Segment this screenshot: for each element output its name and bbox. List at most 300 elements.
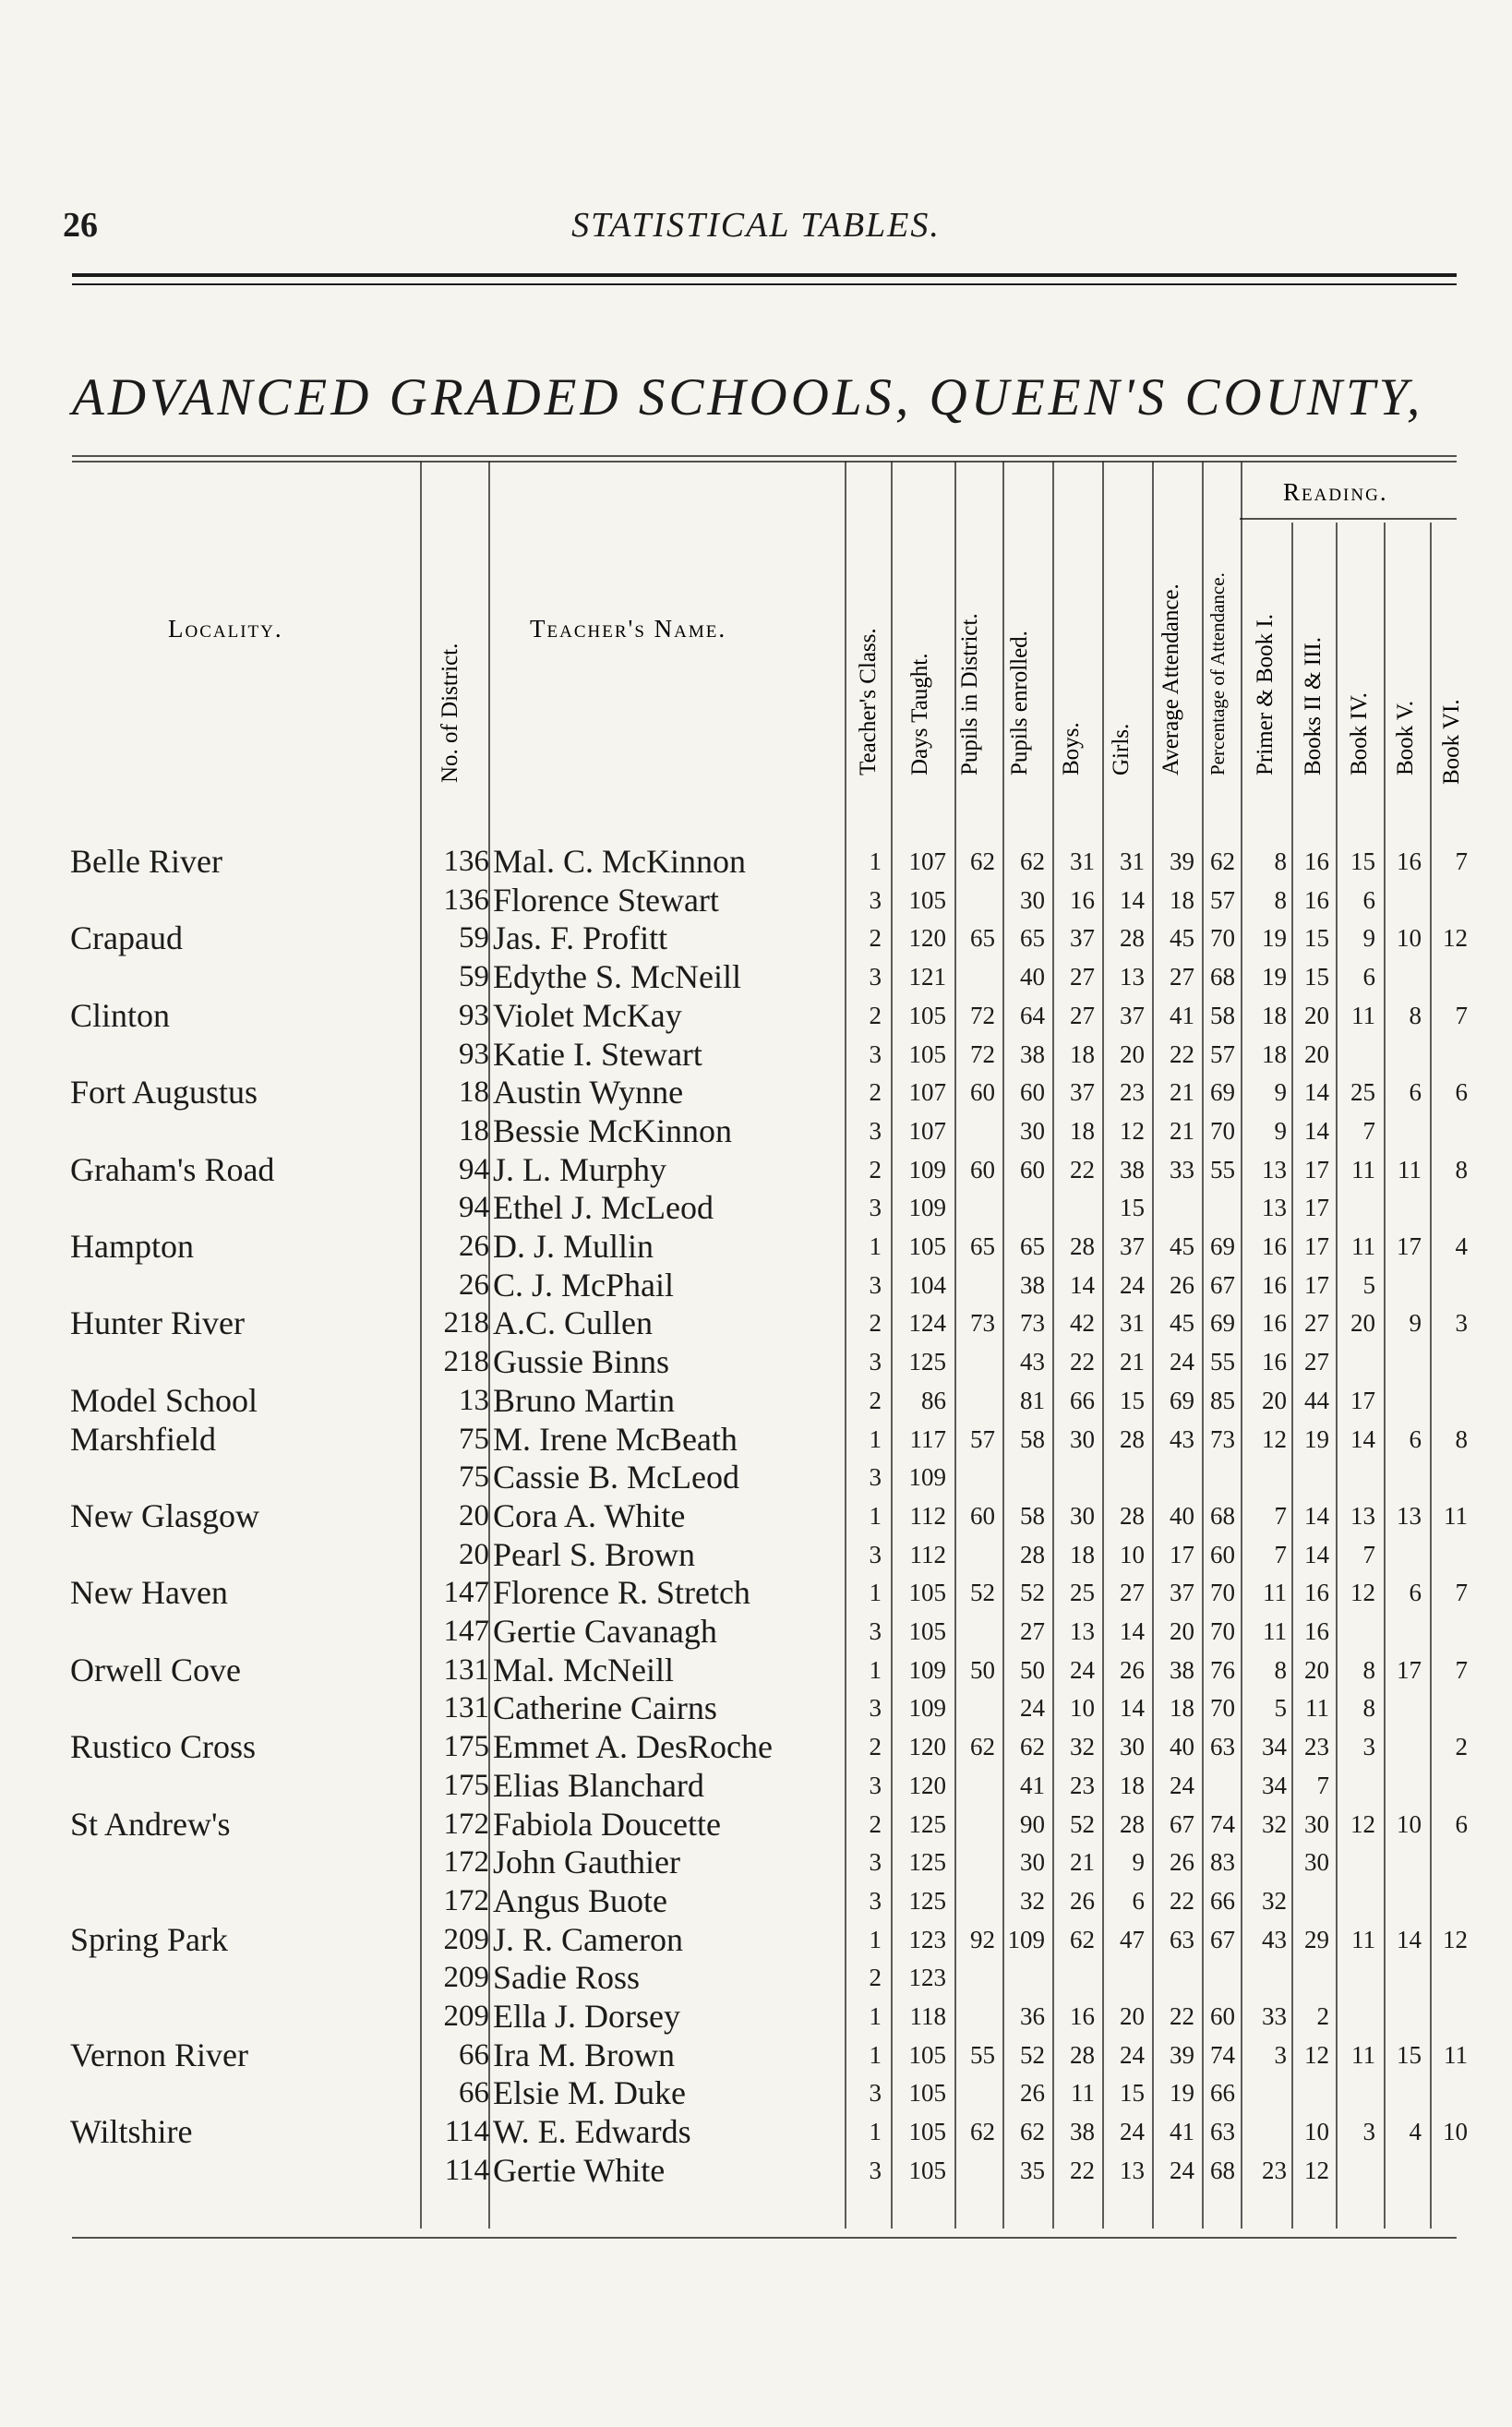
cell-b6: 8 bbox=[1455, 1155, 1468, 1183]
district-cell: 209 bbox=[443, 1961, 489, 1995]
cell-b5: 13 bbox=[1397, 1501, 1422, 1530]
cell-enr: 27 bbox=[1020, 1617, 1045, 1645]
teacher-name-cell: Catherine Cairns bbox=[493, 1689, 717, 1727]
cell-avg: 24 bbox=[1170, 2156, 1194, 2184]
cell-days: 107 bbox=[908, 847, 946, 875]
district-cell: 94 bbox=[459, 1152, 489, 1186]
cell-boys: 22 bbox=[1070, 2156, 1095, 2184]
cell-girls: 12 bbox=[1120, 1116, 1145, 1145]
district-cell: 209 bbox=[443, 2000, 489, 2033]
cell-cls: 1 bbox=[869, 847, 882, 875]
cell-boys: 66 bbox=[1070, 1386, 1095, 1414]
header-primer-book1: Primer & Book I. bbox=[1253, 614, 1278, 775]
cell-avg: 37 bbox=[1170, 1579, 1194, 1607]
cell-pct: 57 bbox=[1210, 885, 1235, 914]
cell-b1: 19 bbox=[1262, 963, 1287, 991]
cell-b5: 10 bbox=[1397, 1809, 1422, 1838]
cell-b5: 14 bbox=[1397, 1925, 1422, 1953]
cell-b1: 16 bbox=[1262, 1232, 1287, 1260]
cell-enr: 35 bbox=[1020, 2156, 1045, 2184]
district-cell: 26 bbox=[459, 1230, 489, 1263]
teacher-name-cell: Angus Buote bbox=[493, 1881, 667, 1919]
cell-boys: 13 bbox=[1070, 1617, 1095, 1645]
header-book-4: Book IV. bbox=[1347, 692, 1372, 775]
district-cell: 93 bbox=[459, 998, 489, 1032]
cell-b6: 6 bbox=[1455, 1809, 1468, 1838]
cell-b1: 9 bbox=[1274, 1078, 1287, 1107]
cell-b6: 7 bbox=[1455, 847, 1468, 875]
cell-enr: 30 bbox=[1020, 885, 1045, 914]
cell-b6: 11 bbox=[1444, 2040, 1468, 2069]
cell-b1: 12 bbox=[1262, 1424, 1287, 1453]
cell-b6: 2 bbox=[1455, 1733, 1468, 1761]
table-row bbox=[0, 1958, 1512, 1997]
cell-b23: 16 bbox=[1304, 1579, 1329, 1607]
locality-cell: Spring Park bbox=[70, 1920, 228, 1958]
cell-cls: 2 bbox=[869, 924, 882, 953]
cell-days: 109 bbox=[908, 1694, 946, 1723]
district-cell: 114 bbox=[444, 2115, 489, 2149]
cell-b5: 17 bbox=[1397, 1232, 1422, 1260]
cell-avg: 18 bbox=[1170, 1694, 1194, 1723]
teacher-name-cell: Edythe S. McNeill bbox=[493, 958, 741, 996]
cell-b1: 11 bbox=[1263, 1579, 1287, 1607]
cell-b4: 11 bbox=[1351, 1925, 1375, 1953]
cell-avg: 38 bbox=[1170, 1655, 1194, 1684]
cell-cls: 3 bbox=[869, 1348, 882, 1376]
cell-avg: 33 bbox=[1170, 1155, 1194, 1183]
cell-b1: 9 bbox=[1274, 1116, 1287, 1145]
district-cell: 218 bbox=[443, 1345, 489, 1379]
cell-boys: 25 bbox=[1070, 1579, 1095, 1607]
district-cell: 18 bbox=[459, 1075, 489, 1110]
cell-enr: 81 bbox=[1020, 1386, 1045, 1414]
teacher-name-cell: J. R. Cameron bbox=[493, 1920, 683, 1958]
cell-pct: 73 bbox=[1210, 1424, 1235, 1453]
cell-pct: 60 bbox=[1210, 2002, 1235, 2030]
table-row bbox=[0, 1496, 1512, 1535]
cell-boys: 38 bbox=[1070, 2118, 1095, 2146]
teacher-name-cell: Emmet A. DesRoche bbox=[493, 1728, 773, 1766]
cell-boys: 52 bbox=[1070, 1809, 1095, 1838]
teacher-name-cell: Florence R. Stretch bbox=[493, 1574, 750, 1612]
cell-days: 86 bbox=[921, 1386, 946, 1414]
cell-boys: 18 bbox=[1070, 1116, 1095, 1145]
district-cell: 175 bbox=[443, 1730, 489, 1764]
header-book-6: Book VI. bbox=[1439, 699, 1464, 785]
cell-b4: 12 bbox=[1350, 1579, 1375, 1607]
cell-b4: 3 bbox=[1362, 1733, 1375, 1761]
cell-avg: 26 bbox=[1170, 1270, 1194, 1299]
cell-b6: 6 bbox=[1455, 1078, 1468, 1107]
teacher-name-cell: M. Irene McBeath bbox=[493, 1420, 738, 1458]
cell-boys: 23 bbox=[1070, 1771, 1095, 1799]
teacher-name-cell: Bruno Martin bbox=[493, 1381, 675, 1419]
cell-cls: 1 bbox=[869, 2002, 882, 2030]
cell-days: 120 bbox=[908, 1733, 946, 1761]
cell-b23: 15 bbox=[1304, 963, 1329, 991]
cell-b5: 9 bbox=[1409, 1309, 1422, 1338]
cell-enr: 60 bbox=[1020, 1078, 1045, 1107]
cell-pid: 60 bbox=[970, 1078, 995, 1107]
cell-b23: 19 bbox=[1304, 1424, 1329, 1453]
cell-b1: 8 bbox=[1274, 885, 1287, 914]
cell-cls: 3 bbox=[869, 1886, 882, 1915]
cell-b4: 11 bbox=[1351, 1155, 1375, 1183]
header-average-attendance: Average Attendance. bbox=[1158, 583, 1183, 775]
cell-pct: 70 bbox=[1210, 1694, 1235, 1723]
cell-b23: 11 bbox=[1305, 1694, 1329, 1723]
cell-b23: 15 bbox=[1304, 924, 1329, 953]
cell-cls: 3 bbox=[869, 1194, 882, 1222]
cell-avg: 69 bbox=[1170, 1386, 1194, 1414]
table-row bbox=[0, 1342, 1512, 1381]
table-row bbox=[0, 1073, 1512, 1111]
cell-boys: 28 bbox=[1070, 1232, 1095, 1260]
cell-enr: 65 bbox=[1020, 1232, 1045, 1260]
cell-avg: 22 bbox=[1170, 2002, 1194, 2030]
cell-pct: 67 bbox=[1210, 1270, 1235, 1299]
cell-b1: 20 bbox=[1262, 1386, 1287, 1414]
cell-b4: 3 bbox=[1362, 2118, 1375, 2146]
cell-days: 109 bbox=[908, 1155, 946, 1183]
teacher-name-cell: Cassie B. McLeod bbox=[493, 1459, 739, 1496]
table-row bbox=[0, 1612, 1512, 1651]
header-pupils-enrolled: Pupils enrolled. bbox=[1007, 631, 1032, 775]
cell-pct: 55 bbox=[1210, 1348, 1235, 1376]
cell-b6: 12 bbox=[1443, 1925, 1468, 1953]
cell-b1: 32 bbox=[1262, 1886, 1287, 1915]
header-percentage-attendance: Percentage of Attendance. bbox=[1206, 572, 1229, 775]
cell-b1: 13 bbox=[1262, 1155, 1287, 1183]
table-row bbox=[0, 1150, 1512, 1189]
cell-girls: 26 bbox=[1120, 1655, 1145, 1684]
locality-cell: Graham's Road bbox=[70, 1150, 275, 1188]
cell-b1: 34 bbox=[1262, 1771, 1287, 1799]
district-cell: 93 bbox=[459, 1037, 489, 1071]
district-cell: 59 bbox=[459, 921, 489, 955]
cell-girls: 6 bbox=[1132, 1886, 1145, 1915]
cell-avg: 22 bbox=[1170, 1039, 1194, 1068]
locality-cell: New Haven bbox=[70, 1574, 228, 1612]
cell-b23: 20 bbox=[1304, 1001, 1329, 1029]
table-row bbox=[0, 1688, 1512, 1727]
cell-b5: 6 bbox=[1409, 1579, 1422, 1607]
cell-pct: 70 bbox=[1210, 1617, 1235, 1645]
cell-enr: 40 bbox=[1020, 963, 1045, 991]
cell-enr: 58 bbox=[1020, 1424, 1045, 1453]
cell-avg: 27 bbox=[1170, 963, 1194, 991]
cell-b4: 12 bbox=[1350, 1809, 1375, 1838]
cell-boys: 22 bbox=[1070, 1348, 1095, 1376]
cell-cls: 2 bbox=[869, 1386, 882, 1414]
cell-pct: 62 bbox=[1210, 847, 1235, 875]
teacher-name-cell: Fabiola Doucette bbox=[493, 1805, 721, 1843]
cell-enr: 38 bbox=[1020, 1039, 1045, 1068]
cell-pid: 55 bbox=[970, 2040, 995, 2069]
cell-boys: 30 bbox=[1070, 1501, 1095, 1530]
cell-cls: 3 bbox=[869, 885, 882, 914]
cell-b1: 11 bbox=[1263, 1617, 1287, 1645]
cell-cls: 3 bbox=[869, 2079, 882, 2108]
header-days-taught: Days Taught. bbox=[907, 653, 932, 775]
cell-girls: 31 bbox=[1120, 847, 1145, 875]
header-teachers-class: Teacher's Class. bbox=[856, 628, 881, 775]
teacher-name-cell: Gertie Cavanagh bbox=[493, 1613, 717, 1650]
cell-avg: 40 bbox=[1170, 1501, 1194, 1530]
table-row bbox=[0, 1227, 1512, 1266]
cell-pid: 65 bbox=[970, 1232, 995, 1260]
table-row bbox=[0, 1651, 1512, 1689]
teacher-name-cell: Ira M. Brown bbox=[493, 2036, 675, 2073]
cell-pct: 58 bbox=[1210, 1001, 1235, 1029]
cell-b1: 16 bbox=[1262, 1348, 1287, 1376]
cell-girls: 20 bbox=[1120, 2002, 1145, 2030]
table-row bbox=[0, 1035, 1512, 1074]
cell-pid: 92 bbox=[970, 1925, 995, 1953]
cell-cls: 3 bbox=[869, 1617, 882, 1645]
cell-enr: 50 bbox=[1020, 1655, 1045, 1684]
cell-cls: 1 bbox=[869, 1232, 882, 1260]
cell-days: 109 bbox=[908, 1655, 946, 1684]
cell-pct: 74 bbox=[1210, 2040, 1235, 2069]
cell-girls: 24 bbox=[1120, 2040, 1145, 2069]
cell-pct: 68 bbox=[1210, 2156, 1235, 2184]
cell-avg: 22 bbox=[1170, 1886, 1194, 1915]
cell-cls: 2 bbox=[869, 1155, 882, 1183]
cell-b1: 16 bbox=[1262, 1309, 1287, 1338]
cell-b5: 15 bbox=[1397, 2040, 1422, 2069]
cell-enr: 62 bbox=[1020, 847, 1045, 875]
table-row bbox=[0, 2151, 1512, 2190]
cell-b4: 6 bbox=[1362, 963, 1375, 991]
cell-pid: 73 bbox=[970, 1309, 995, 1338]
cell-boys: 24 bbox=[1070, 1655, 1095, 1684]
cell-b23: 30 bbox=[1304, 1848, 1329, 1877]
locality-cell: Vernon River bbox=[70, 2036, 248, 2073]
locality-cell: Wiltshire bbox=[70, 2113, 193, 2151]
cell-pct: 83 bbox=[1210, 1848, 1235, 1877]
cell-b4: 5 bbox=[1362, 1270, 1375, 1299]
cell-boys: 42 bbox=[1070, 1309, 1095, 1338]
cell-b5: 4 bbox=[1409, 2118, 1422, 2146]
table-row bbox=[0, 1920, 1512, 1959]
cell-boys: 26 bbox=[1070, 1886, 1095, 1915]
cell-girls: 27 bbox=[1120, 1579, 1145, 1607]
cell-b4: 8 bbox=[1362, 1694, 1375, 1723]
cell-avg: 45 bbox=[1170, 1232, 1194, 1260]
cell-days: 105 bbox=[908, 885, 946, 914]
cell-days: 121 bbox=[908, 963, 946, 991]
cell-boys: 10 bbox=[1070, 1694, 1095, 1723]
table-row bbox=[0, 2073, 1512, 2112]
cell-girls: 28 bbox=[1120, 1809, 1145, 1838]
cell-days: 104 bbox=[908, 1270, 946, 1299]
table-row bbox=[0, 1535, 1512, 1574]
cell-days: 118 bbox=[909, 2002, 946, 2030]
locality-cell: New Glasgow bbox=[70, 1496, 259, 1534]
cell-b1: 8 bbox=[1274, 847, 1287, 875]
cell-cls: 3 bbox=[869, 1771, 882, 1799]
cell-b4: 13 bbox=[1350, 1501, 1375, 1530]
cell-boys: 18 bbox=[1070, 1540, 1095, 1568]
district-cell: 147 bbox=[443, 1576, 489, 1610]
cell-pct: 63 bbox=[1210, 1733, 1235, 1761]
locality-cell: Belle River bbox=[70, 843, 222, 880]
cell-pid: 62 bbox=[970, 847, 995, 875]
cell-avg: 24 bbox=[1170, 1771, 1194, 1799]
cell-pid: 65 bbox=[970, 924, 995, 953]
cell-days: 105 bbox=[908, 1579, 946, 1607]
cell-pct: 60 bbox=[1210, 1540, 1235, 1568]
cell-b1: 18 bbox=[1262, 1039, 1287, 1068]
cell-b23: 14 bbox=[1304, 1501, 1329, 1530]
cell-b6: 7 bbox=[1455, 1655, 1468, 1684]
cell-enr: 73 bbox=[1020, 1309, 1045, 1338]
cell-b23: 12 bbox=[1304, 2156, 1329, 2184]
cell-enr: 62 bbox=[1020, 2118, 1045, 2146]
table-row bbox=[0, 1843, 1512, 1881]
header-district: No. of District. bbox=[438, 643, 462, 783]
cell-girls: 28 bbox=[1120, 924, 1145, 953]
district-cell: 20 bbox=[459, 1498, 489, 1532]
cell-avg: 67 bbox=[1170, 1809, 1194, 1838]
cell-cls: 3 bbox=[869, 1848, 882, 1877]
cell-boys: 27 bbox=[1070, 1001, 1095, 1029]
cell-pid: 60 bbox=[970, 1155, 995, 1183]
table-row bbox=[0, 957, 1512, 996]
cell-avg: 39 bbox=[1170, 847, 1194, 875]
cell-pct: 69 bbox=[1210, 1232, 1235, 1260]
teacher-name-cell: Sadie Ross bbox=[493, 1959, 641, 1997]
cell-b1: 13 bbox=[1262, 1194, 1287, 1222]
cell-boys: 16 bbox=[1070, 2002, 1095, 2030]
cell-b4: 11 bbox=[1351, 2040, 1375, 2069]
cell-girls: 28 bbox=[1120, 1501, 1145, 1530]
cell-b1: 19 bbox=[1262, 924, 1287, 953]
cell-b1: 7 bbox=[1274, 1540, 1287, 1568]
table-row bbox=[0, 1266, 1512, 1304]
teacher-name-cell: Florence Stewart bbox=[493, 881, 719, 919]
district-cell: 136 bbox=[443, 845, 489, 878]
district-cell: 18 bbox=[459, 1113, 489, 1147]
cell-girls: 21 bbox=[1120, 1348, 1145, 1376]
teacher-name-cell: Cora A. White bbox=[493, 1496, 686, 1534]
header-book-5: Book V. bbox=[1393, 700, 1418, 775]
running-head: STATISTICAL TABLES. bbox=[571, 206, 941, 245]
cell-girls: 14 bbox=[1120, 1617, 1145, 1645]
locality-cell: Marshfield bbox=[70, 1420, 216, 1458]
cell-b4: 8 bbox=[1362, 1655, 1375, 1684]
cell-b1: 33 bbox=[1262, 2002, 1287, 2030]
cell-enr: 30 bbox=[1020, 1116, 1045, 1145]
cell-girls: 15 bbox=[1120, 2079, 1145, 2108]
cell-b1: 32 bbox=[1262, 1809, 1287, 1838]
top-rule-thin bbox=[72, 283, 1457, 285]
table-row bbox=[0, 1805, 1512, 1844]
district-cell: 26 bbox=[459, 1268, 489, 1302]
cell-days: 107 bbox=[908, 1116, 946, 1145]
cell-enr: 58 bbox=[1020, 1501, 1045, 1530]
cell-pct: 63 bbox=[1210, 2118, 1235, 2146]
table-row bbox=[0, 1458, 1512, 1496]
cell-days: 125 bbox=[908, 1848, 946, 1877]
cell-cls: 2 bbox=[869, 1964, 882, 1992]
cell-boys: 11 bbox=[1071, 2079, 1095, 2108]
teacher-name-cell: J. L. Murphy bbox=[493, 1150, 666, 1188]
cell-cls: 1 bbox=[869, 1579, 882, 1607]
cell-b23: 20 bbox=[1304, 1039, 1329, 1068]
table-row bbox=[0, 842, 1512, 881]
cell-boys: 32 bbox=[1070, 1733, 1095, 1761]
cell-days: 105 bbox=[908, 2156, 946, 2184]
district-cell: 114 bbox=[444, 2153, 489, 2187]
cell-boys: 27 bbox=[1070, 963, 1095, 991]
cell-days: 112 bbox=[909, 1501, 946, 1530]
cell-boys: 37 bbox=[1070, 1078, 1095, 1107]
cell-enr: 30 bbox=[1020, 1848, 1045, 1877]
district-cell: 20 bbox=[459, 1537, 489, 1571]
teacher-name-cell: A.C. Cullen bbox=[493, 1304, 654, 1342]
cell-days: 120 bbox=[908, 1771, 946, 1799]
cell-enr: 24 bbox=[1020, 1694, 1045, 1723]
district-cell: 66 bbox=[459, 2037, 489, 2072]
cell-girls: 14 bbox=[1120, 885, 1145, 914]
cell-girls: 15 bbox=[1120, 1194, 1145, 1222]
district-cell: 218 bbox=[443, 1306, 489, 1340]
cell-enr: 26 bbox=[1020, 2079, 1045, 2108]
district-cell: 131 bbox=[443, 1691, 489, 1725]
cell-girls: 10 bbox=[1120, 1540, 1145, 1568]
cell-enr: 64 bbox=[1020, 1001, 1045, 1029]
cell-avg: 21 bbox=[1170, 1116, 1194, 1145]
cell-b23: 2 bbox=[1316, 2002, 1329, 2030]
district-cell: 172 bbox=[443, 1845, 489, 1880]
cell-b23: 30 bbox=[1304, 1809, 1329, 1838]
cell-days: 109 bbox=[908, 1194, 946, 1222]
table-row bbox=[0, 1766, 1512, 1805]
teacher-name-cell: Ella J. Dorsey bbox=[493, 1998, 680, 2035]
table-row bbox=[0, 1727, 1512, 1766]
district-cell: 13 bbox=[459, 1383, 489, 1417]
cell-pid: 57 bbox=[970, 1424, 995, 1453]
cell-pid: 52 bbox=[970, 1579, 995, 1607]
table-row bbox=[0, 2036, 1512, 2074]
cell-b5: 16 bbox=[1397, 847, 1422, 875]
cell-avg: 19 bbox=[1170, 2079, 1194, 2108]
cell-avg: 24 bbox=[1170, 1348, 1194, 1376]
cell-days: 117 bbox=[909, 1424, 946, 1453]
teacher-name-cell: Gertie White bbox=[493, 2151, 666, 2189]
cell-days: 105 bbox=[908, 2040, 946, 2069]
cell-b6: 11 bbox=[1444, 1501, 1468, 1530]
cell-boys: 22 bbox=[1070, 1155, 1095, 1183]
cell-b1: 3 bbox=[1274, 2040, 1287, 2069]
cell-b23: 27 bbox=[1304, 1348, 1329, 1376]
cell-girls: 28 bbox=[1120, 1424, 1145, 1453]
teacher-name-cell: Katie I. Stewart bbox=[493, 1035, 702, 1073]
cell-boys: 14 bbox=[1070, 1270, 1095, 1299]
cell-b23: 23 bbox=[1304, 1733, 1329, 1761]
cell-cls: 1 bbox=[869, 1501, 882, 1530]
cell-b23: 16 bbox=[1304, 1617, 1329, 1645]
cell-pct: 70 bbox=[1210, 924, 1235, 953]
cell-days: 105 bbox=[908, 2118, 946, 2146]
cell-cls: 3 bbox=[869, 1116, 882, 1145]
cell-boys: 37 bbox=[1070, 924, 1095, 953]
cell-avg: 17 bbox=[1170, 1540, 1194, 1568]
cell-boys: 62 bbox=[1070, 1925, 1095, 1953]
